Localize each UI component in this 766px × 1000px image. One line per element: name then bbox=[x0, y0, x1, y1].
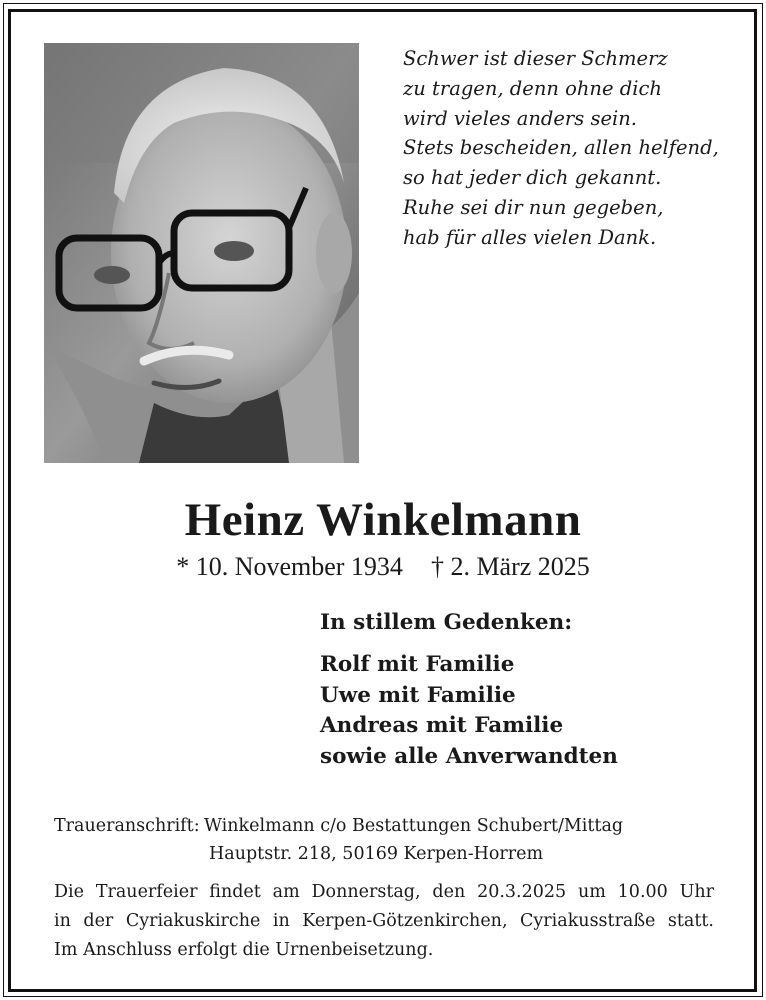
poem-line: Ruhe sei dir nun gegeben, bbox=[403, 195, 664, 219]
address-line: Hauptstr. 218, 50169 Kerpen-Horrem bbox=[209, 844, 544, 864]
poem-line: wird vieles anders sein. bbox=[403, 106, 637, 130]
mourner-name: Uwe mit Familie bbox=[320, 682, 516, 708]
birth-date: * 10. November 1934 bbox=[176, 552, 403, 581]
poem-line: hab für alles vielen Dank. bbox=[403, 225, 657, 249]
service-line: Die Trauerfeier findet am Donnerstag, den 20.3.2025 um 10.00 Uhr bbox=[54, 882, 714, 902]
service-line: Im Anschluss erfolgt die Urnenbeisetzung. bbox=[54, 940, 434, 960]
mourner-name: sowie alle Anverwandten bbox=[320, 743, 618, 769]
service-line: in der Cyriakuskirche in Kerpen-Götzenkirchen, Cyriakusstraße statt. bbox=[54, 911, 714, 931]
address-line: Winkelmann c/o Bestattungen Schubert/Mittag bbox=[204, 816, 624, 836]
mourner-name: Andreas mit Familie bbox=[320, 713, 564, 738]
poem-line: zu tragen, denn ohne dich bbox=[403, 76, 662, 100]
mourning-address bbox=[54, 812, 623, 868]
poem bbox=[403, 44, 733, 253]
mourners-heading: In stillem Gedenken: bbox=[320, 610, 573, 635]
poem-line: Stets bescheiden, allen helfend, bbox=[403, 136, 719, 160]
funeral-service-info bbox=[54, 878, 714, 965]
mourner-name: Rolf mit Familie bbox=[320, 652, 515, 677]
address-label: Traueranschrift: bbox=[54, 816, 200, 836]
poem-line: Schwer ist dieser Schmerz bbox=[403, 47, 668, 70]
poem-line: so hat jeder dich gekannt. bbox=[403, 166, 662, 190]
portrait-photo bbox=[44, 43, 359, 463]
life-dates bbox=[0, 550, 766, 584]
deceased-name: Heinz Winkelmann bbox=[184, 494, 582, 546]
mourners-block bbox=[320, 606, 618, 772]
death-date: † 2. März 2025 bbox=[430, 552, 590, 581]
